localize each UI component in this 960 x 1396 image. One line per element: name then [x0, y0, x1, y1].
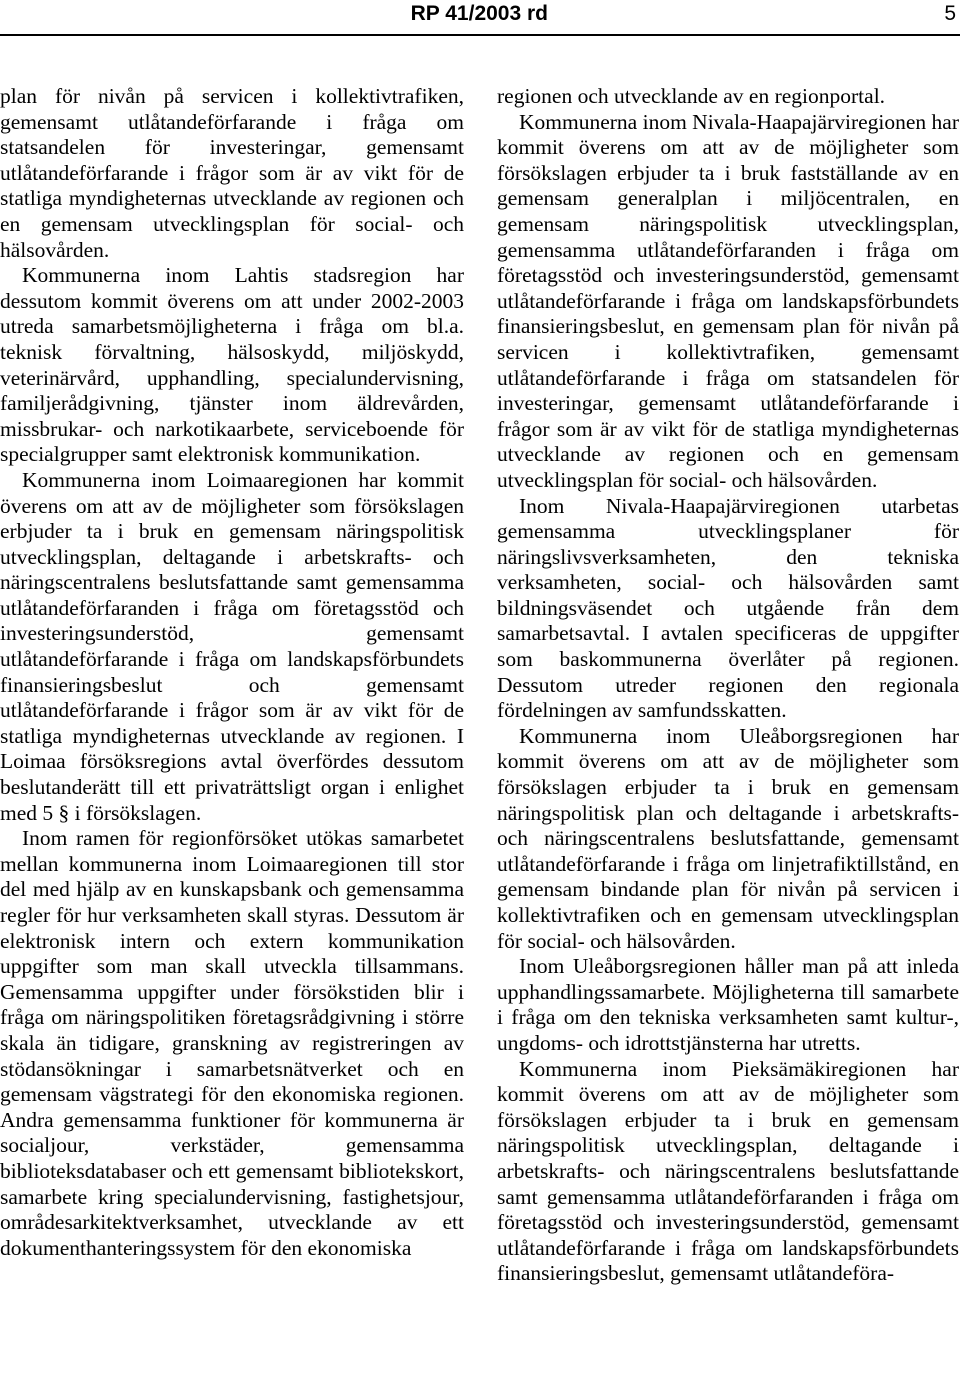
page-number: 5	[944, 2, 956, 25]
document-reference: RP 41/2003 rd	[410, 2, 548, 25]
paragraph: Inom Uleåborgsregionen håller man på att inleda upphandlingssamarbete. Möjligheterna till samarbete i fråga om den tekniska verksamheten samt kultur-, ungdoms- och idrottstjänsterna har utretts.	[497, 954, 959, 1055]
header-rule	[0, 34, 960, 36]
right-column	[497, 84, 959, 1287]
paragraph: Inom Nivala-Haapajärviregionen utarbetas gemensamma utvecklingsplaner för näringslivsverksamheten, den tekniska verksamheten, social- och hälsovården samt bildningsväsendet och utgående från dem samarbetsavtal. I avtalen specificeras de uppgifter som baskommunerna överlåter på regionen. Dessutom utreder regionen den regionala fördelningen av samfundsskatten.	[497, 493, 959, 723]
left-column	[0, 84, 464, 1261]
page-header	[0, 0, 960, 30]
paragraph: Kommunerna inom Lahtis stadsregion har dessutom kommit överens om att under 2002-2003 utreda samarbetsmöjligheterna i fråga om bl.a. teknisk förvaltning, hälsoskydd, miljöskydd, veterinärvård, upphandling, specialundervisning, familjerådgivning, tjänster inom äldrevården, missbrukar- och narkotikaarbete, serviceboende för specialgrupper samt elektronisk kommunikation.	[0, 263, 464, 467]
paragraph: Kommunerna inom Uleåborgsregionen har kommit överens om att av de möjligheter som försökslagen erbjuder ta i bruk en gemensam näringspolitisk plan och deltagande i arbetskrafts- och näringscentralens beslutsfattande, gemensamt utlåtandeförfarande i fråga om linjetrafiktillstånd, en gemensam bindande plan för nivån på servicen i kollektivtrafiken och en gemensam utvecklingsplan för social- och hälsovården.	[497, 723, 959, 953]
paragraph: regionen och utvecklande av en regionportal.	[497, 84, 886, 108]
paragraph: Inom ramen för regionförsöket utökas samarbetet mellan kommunerna inom Loimaaregionen till stor del med hjälp av en kunskapsbank och gemensamma regler för hur verksamheten skall styras. Dessutom är elektronisk intern och extern kommunikation uppgifter som man skall utveckla tillsammans. Gemensamma uppgifter under försökstiden blir i fråga om näringspolitiken företagsrådgivning i större skala än tidigare, granskning av registreringen av stödansökningar i samarbetsnätverket och en gemensam vägstrategi för den ekonomiska regionen. Andra gemensamma funktioner för kommunerna är socialjour, verkstäder, gemensamma biblioteksdatabaser och ett gemensamt bibliotekskort, samarbete kring specialundervisning, fastighetsjour, områdesarkitektverksamhet, utvecklande av ett dokumenthanteringssystem för den ekonomiska	[0, 826, 464, 1260]
paragraph: Kommunerna inom Nivala-Haapajärviregionen har kommit överens om att av de möjligheter som försökslagen erbjuder ta i bruk fastställande av en gemensam generalplan i miljöcentralen, en gemensam näringspolitisk utvecklingsplan, gemensamma utlåtandeförfaranden i fråga om företagsstöd och investeringsunderstöd, gemensamt utlåtandeförfarande i fråga om landskapsförbundets finansieringsbeslut, en gemensam plan för nivån på servicen i kollektivtrafiken, gemensamt utlåtandeförfarande i fråga om statsandelen för investeringar, gemensamt utlåtandeförfarande i frågor som är av vikt för de statliga myndigheternas utvecklande av regionen och en gemensam utvecklingsplan för social- och hälsovården.	[497, 109, 959, 492]
paragraph: plan för nivån på servicen i kollektivtrafiken, gemensamt utlåtandeförfarande i fråga om statsandelen för investeringar, gemensamt utlåtandeförfarande i frågor som är av vikt för de statliga myndigheternas utvecklande av regionen och en gemensam utvecklingsplan för social- och hälsovården.	[0, 84, 464, 262]
paragraph: Kommunerna inom Loimaaregionen har kommit överens om att av de möjligheter som försökslagen erbjuder ta i bruk en gemensam näringspolitisk utvecklingsplan, deltagande i arbetskrafts- och näringscentralens beslutsfattande samt gemensamma utlåtandeförfaranden i fråga om företagsstöd och investeringsunderstöd, gemensamt utlåtandeförfarande i fråga om landskapsförbundets finansieringsbeslut och gemensamt utlåtandeförfarande i frågor som är av vikt för de statliga myndigheternas utvecklande av regionen. I Loimaa försöksregions avtal överfördes dessutom beslutanderätt till ett privaträttsligt organ i enlighet med 5 § i försökslagen.	[0, 467, 464, 825]
paragraph: Kommunerna inom Pieksämäkiregionen har kommit överens om att av de möjligheter som försökslagen erbjuder ta i bruk en gemensam näringspolitisk utvecklingsplan, deltagande i arbetskrafts- och näringscentralens beslutsfattande samt gemensamma utlåtandeförfaranden i fråga om företagsstöd och investeringsunderstöd, gemensamt utlåtandeförfarande i fråga om landskapsförbundets finansieringsbeslut, gemensamt utlåtandeföra-	[497, 1056, 959, 1286]
